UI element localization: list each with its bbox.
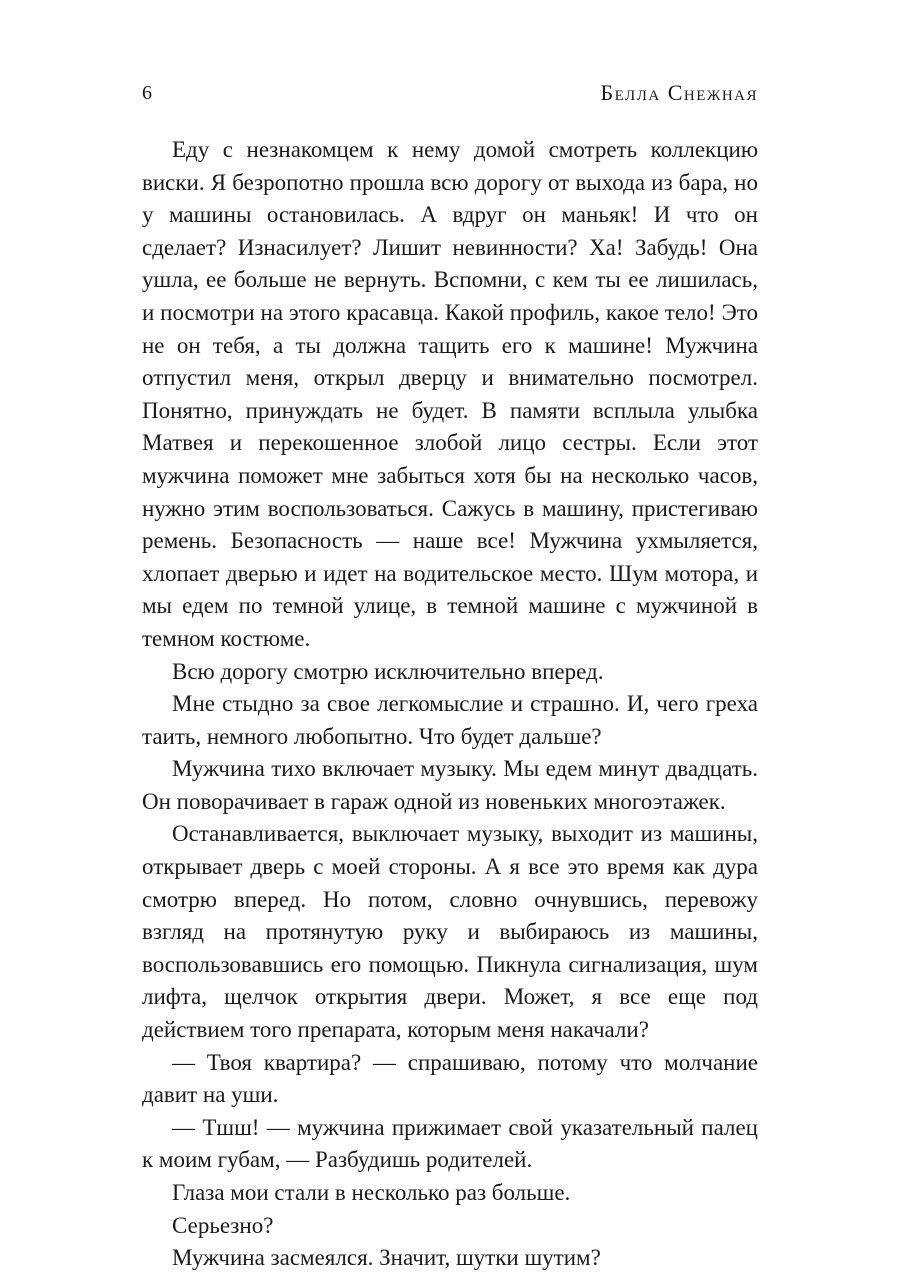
page-number: 6: [142, 82, 152, 104]
paragraph: Мужчина тихо включает музыку. Мы едем минут двадцать. Он поворачивает в гараж одной из новеньких многоэтажек.: [142, 756, 758, 814]
body-text: [142, 134, 758, 1275]
paragraph: Всю дорогу смотрю исключительно вперед.: [172, 658, 604, 684]
paragraph: Мне стыдно за свое легкомыслие и страшно. И, чего греха таить, немного любопытно. Что будет дальше?: [142, 691, 758, 749]
running-head: [142, 78, 758, 108]
paragraph: Останавливается, выключает музыку, выходит из машины, открывает дверь с моей стороны. А я все это время как дура смотрю вперед. Но потом, словно очнувшись, перевожу взгляд на протянутую руку и выбираюсь из машины, воспользовавшись его помощью. Пикнула сигнализация, шум лифта, щелчок открытия двери. Может, я все еще под действием того препарата, которым меня накачали?: [142, 821, 758, 1043]
paragraph: Глаза мои стали в несколько раз больше.: [172, 1180, 571, 1205]
paragraph: Серьезно?: [172, 1212, 274, 1238]
running-title: Белла Снежная: [600, 80, 758, 105]
paragraph: Мужчина засмеялся. Значит, шутки шутим?: [172, 1245, 601, 1271]
paragraph: — Твоя квартира? — спрашиваю, потому что молчание давит на уши.: [142, 1049, 758, 1108]
paragraph: — Тшш! — мужчина прижимает свой указательный палец к моим губам, — Разбудишь родителей.: [142, 1114, 758, 1173]
paragraph: Еду с незнакомцем к нему домой смотреть коллекцию виски. Я безропотно прошла всю дорогу от выхода из бара, но у машины остановилась. А вдруг он маньяк! И что он сделает? Изнасилует? Лишит невинности? Ха! Забудь! Она ушла, ее больше не вернуть. Вспомни, с кем ты ее лишилась, и посмотри на этого красавца. Какой профиль, какое тело! Это не он тебя, а ты должна тащить его к машине! Мужчина отпустил меня, открыл дверцу и внимательно посмотрел. Понятно, принуждать не будет. В памяти всплыла улыбка Матвея и перекошенное злобой лицо сестры. Если этот мужчина поможет мне забыться хотя бы на несколько часов, нужно этим воспользоваться. Сажусь в машину, пристегиваю ремень. Безопасность — наше все! Мужчина ухмыляется, хлопает дверью и идет на водительское место. Шум мотора, и мы едем по темной улице, в темной машине с мужчиной в темном костюме.: [142, 137, 758, 651]
